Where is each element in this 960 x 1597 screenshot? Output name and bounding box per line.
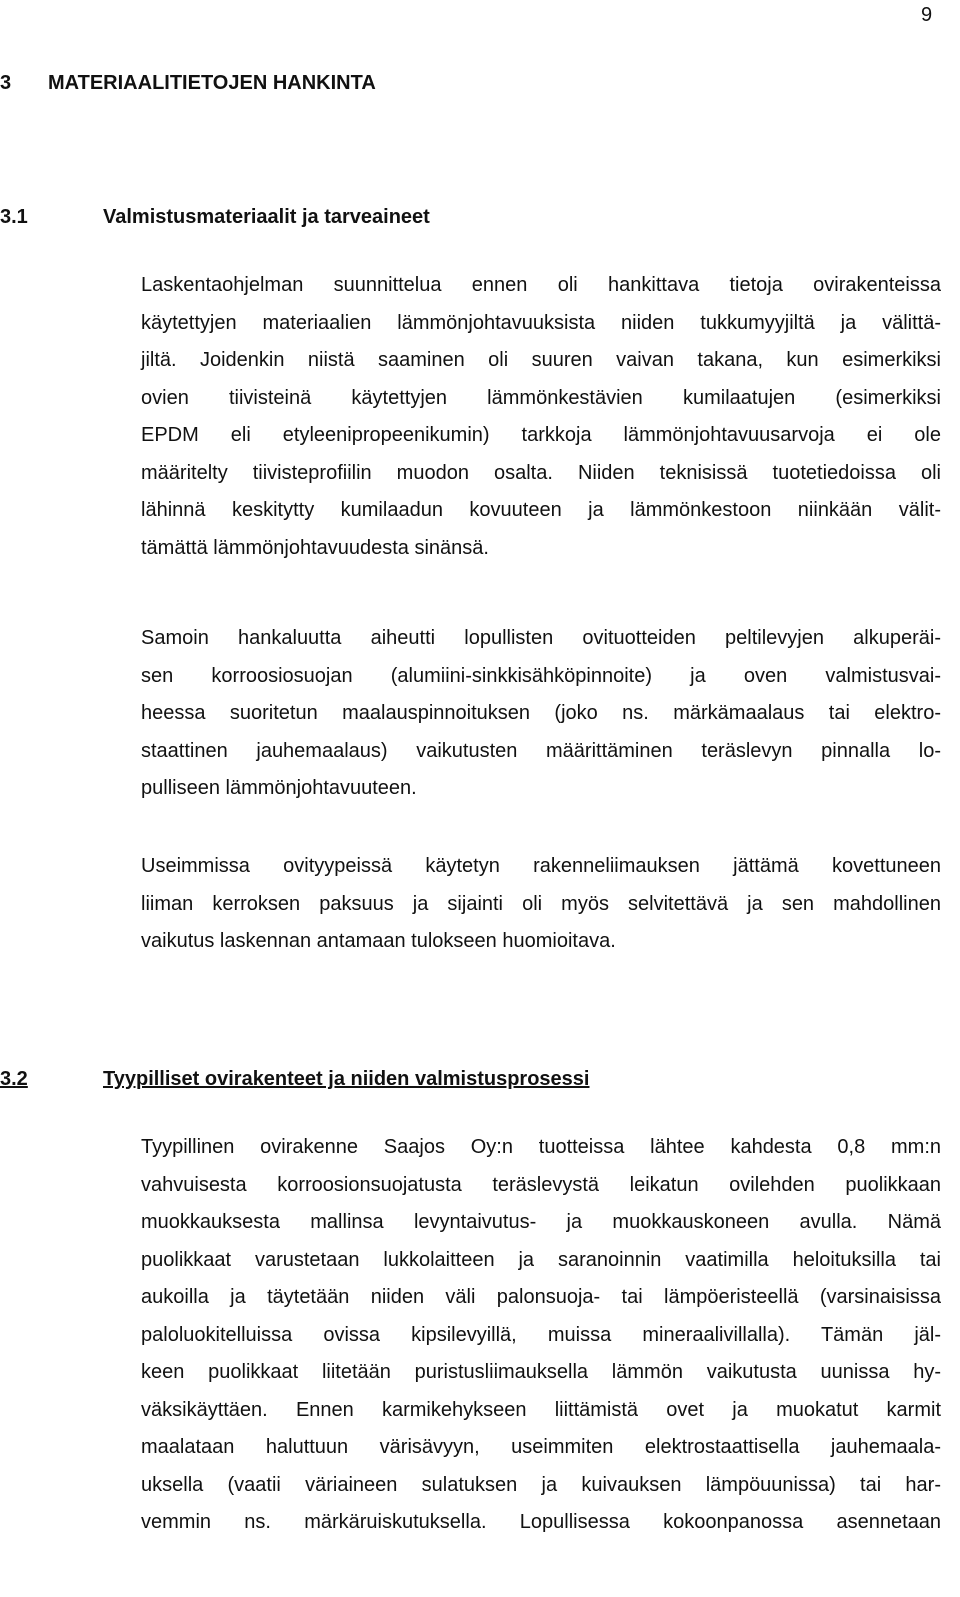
text-line: Useimmissa ovityypeissä käytetyn rakenneliimauksen jättämä kovettuneen bbox=[141, 855, 941, 877]
text-line: Samoin hankaluutta aiheutti lopullisten ovituotteiden peltilevyjen alkuperäi- bbox=[141, 627, 941, 649]
text-line: puolikkaat varustetaan lukkolaitteen ja saranoinnin vaatimilla heloituksilla tai bbox=[141, 1248, 941, 1271]
text-line: Laskentaohjelman suunnittelua ennen oli hankittava tietoja ovirakenteissa bbox=[141, 274, 941, 296]
text-line: aukoilla ja täytetään niiden väli palonsuoja- tai lämpöeristeellä (varsinaisissa bbox=[141, 1286, 941, 1308]
text-line: vaikutus laskennan antamaan tulokseen huomioitava. bbox=[141, 930, 616, 952]
text-line: määritelty tiivisteprofiilin muodon osalta. Niiden teknisissä tuotetiedoissa oli bbox=[141, 461, 941, 484]
text-line: EPDM eli etyleenipropeenikumin) tarkkoja lämmönjohtavuusarvoja ei ole bbox=[141, 424, 941, 446]
chapter-heading bbox=[0, 72, 376, 95]
text-line: staattinen jauhemaalaus) vaikutusten määrittäminen teräslevyn pinnalla lo- bbox=[141, 739, 941, 762]
text-line: tämättä lämmönjohtavuudesta sinänsä. bbox=[141, 536, 489, 559]
paragraph-adhesive-layer bbox=[141, 848, 941, 961]
text-line: vemmin ns. märkäruiskutuksella. Lopullisessa kokoonpanossa asennetaan bbox=[141, 1511, 941, 1533]
text-line: heessa suoritetun maalauspinnoituksen (joko ns. märkämaalaus tai elektro- bbox=[141, 702, 941, 724]
text-line: ovien tiivisteinä käytettyjen lämmönkestävien kumilaatujen (esimerkiksi bbox=[141, 386, 941, 409]
paragraph-material-data bbox=[141, 267, 941, 567]
text-line: väksikäyttäen. Ennen karmikehykseen liittämistä ovet ja muokatut karmit bbox=[141, 1398, 941, 1421]
paragraph-door-structure bbox=[141, 1129, 941, 1542]
chapter-number: 3 bbox=[0, 72, 12, 94]
text-line: käytettyjen materiaalien lämmönjohtavuuksista niiden tukkumyyjiltä ja välittä- bbox=[141, 311, 941, 334]
text-line: pulliseen lämmönjohtavuuteen. bbox=[141, 777, 417, 799]
section-title: Tyypilliset ovirakenteet ja niiden valmistusprosessi bbox=[103, 1068, 590, 1090]
text-line: sen korroosiosuojan (alumiini-sinkkisähköpinnoite) ja oven valmistusvai- bbox=[141, 664, 941, 687]
text-line: lähinnä keskitytty kumilaadun kovuuteen ja lämmönkestoon niinkään välit- bbox=[141, 499, 941, 521]
section-heading-3-2 bbox=[0, 1068, 589, 1091]
text-line: liiman kerroksen paksuus ja sijainti oli myös selvitettävä ja sen mahdollinen bbox=[141, 892, 941, 915]
paragraph-corrosion-coating bbox=[141, 620, 941, 808]
text-line: uksella (vaatii väriaineen sulatuksen ja kuivauksen lämpöuunissa) tai har- bbox=[141, 1473, 941, 1496]
text-line: vahvuisesta korroosionsuojatusta teräslevystä leikatun ovilehden puolikkaan bbox=[141, 1173, 941, 1196]
section-number: 3.2 bbox=[0, 1068, 28, 1090]
text-line: jiltä. Joidenkin niistä saaminen oli suuren vaivan takana, kun esimerkiksi bbox=[141, 349, 941, 371]
page-number: 9 bbox=[921, 4, 933, 26]
text-line: keen puolikkaat liitetään puristusliimauksella lämmön vaikutusta uunissa hy- bbox=[141, 1361, 941, 1383]
text-line: maalataan haluttuun värisävyyn, useimmiten elektrostaattisella jauhemaala- bbox=[141, 1436, 941, 1458]
section-heading-3-1 bbox=[0, 206, 430, 229]
chapter-title: MATERIAALITIETOJEN HANKINTA bbox=[48, 72, 376, 94]
section-number: 3.1 bbox=[0, 206, 28, 228]
section-title: Valmistusmateriaalit ja tarveaineet bbox=[103, 206, 430, 228]
text-line: paloluokitelluissa ovissa kipsilevyillä, muissa mineraalivillalla). Tämän jäl- bbox=[141, 1323, 941, 1346]
text-line: muokkauksesta mallinsa levyntaivutus- ja muokkauskoneen avulla. Nämä bbox=[141, 1211, 941, 1233]
text-line: Tyypillinen ovirakenne Saajos Oy:n tuotteissa lähtee kahdesta 0,8 mm:n bbox=[141, 1136, 941, 1158]
